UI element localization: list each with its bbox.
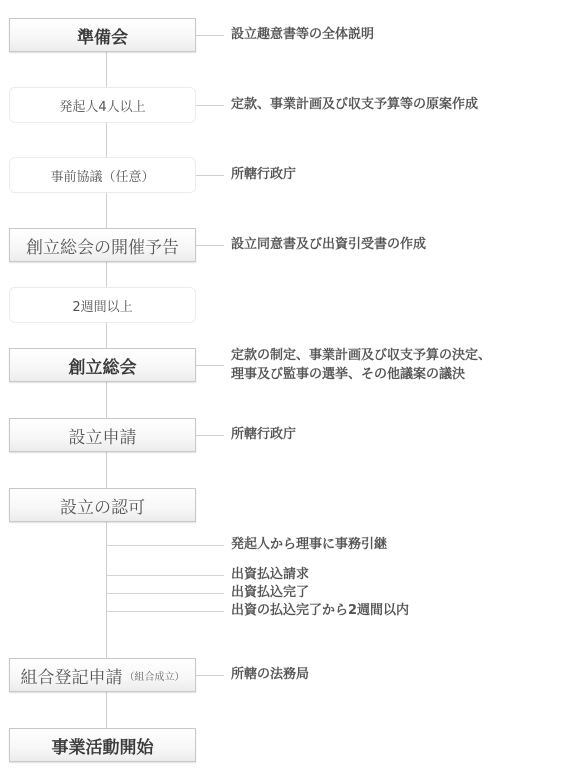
note-within-two-weeks: 出資の払込完了から2週間以内 [231,603,410,618]
note-promoters: 定款、事業計画及び収支予算等の原案作成 [231,97,479,112]
step-promoters [9,87,196,123]
note-handover: 発起人から理事に事務引継 [231,537,388,552]
branch-line [107,575,224,576]
note-prior-consultation: 所轄行政庁 [231,167,297,182]
step-preparatory-meeting [9,18,196,52]
note-line: 理事及び監事の選挙、その他議案の議決 [231,367,466,382]
step-establishment-approval [9,488,196,522]
step-meeting-notice [9,228,196,262]
step-label: 2週間以上 [72,299,133,315]
step-label: 発起人4人以上 [59,99,146,115]
step-label: 準備会 [77,27,128,48]
step-label: 事業活動開始 [51,737,154,758]
branch-line [107,611,224,612]
note-founding-meeting [231,346,491,384]
connector-line [196,175,224,176]
branch-line [107,593,224,594]
note-payment-complete: 出資払込完了 [231,585,310,600]
step-establishment-application [9,418,196,452]
step-label: 創立総会 [68,357,137,378]
note-registration-application: 所轄の法務局 [231,667,310,682]
step-prior-consultation [9,157,196,193]
step-business-start [9,728,196,762]
branch-line [107,545,224,546]
step-label: 組合登記申請 [20,667,123,688]
step-two-weeks [9,287,196,323]
connector-line [196,105,224,106]
step-label: 設立申請 [68,427,137,448]
step-label: 創立総会の開催予告 [26,237,179,258]
connector-line [196,245,224,246]
note-payment-request: 出資払込請求 [231,567,310,582]
step-sublabel: （組合成立） [124,671,185,683]
flow-spine-line [106,50,107,730]
connector-line [196,675,224,676]
connector-line [196,435,224,436]
connector-line [196,35,224,36]
note-establishment-application: 所轄行政庁 [231,427,297,442]
connector-line [196,365,224,366]
step-label: 設立の認可 [60,497,145,518]
note-preparatory-meeting: 設立趣意書等の全体説明 [231,27,375,42]
step-label: 事前協議（任意） [50,169,155,185]
note-line: 定款の制定、事業計画及び収支予算の決定、 [231,348,492,363]
step-founding-meeting [9,348,196,382]
step-registration-application [9,658,196,692]
note-meeting-notice: 設立同意書及び出資引受書の作成 [231,237,427,252]
